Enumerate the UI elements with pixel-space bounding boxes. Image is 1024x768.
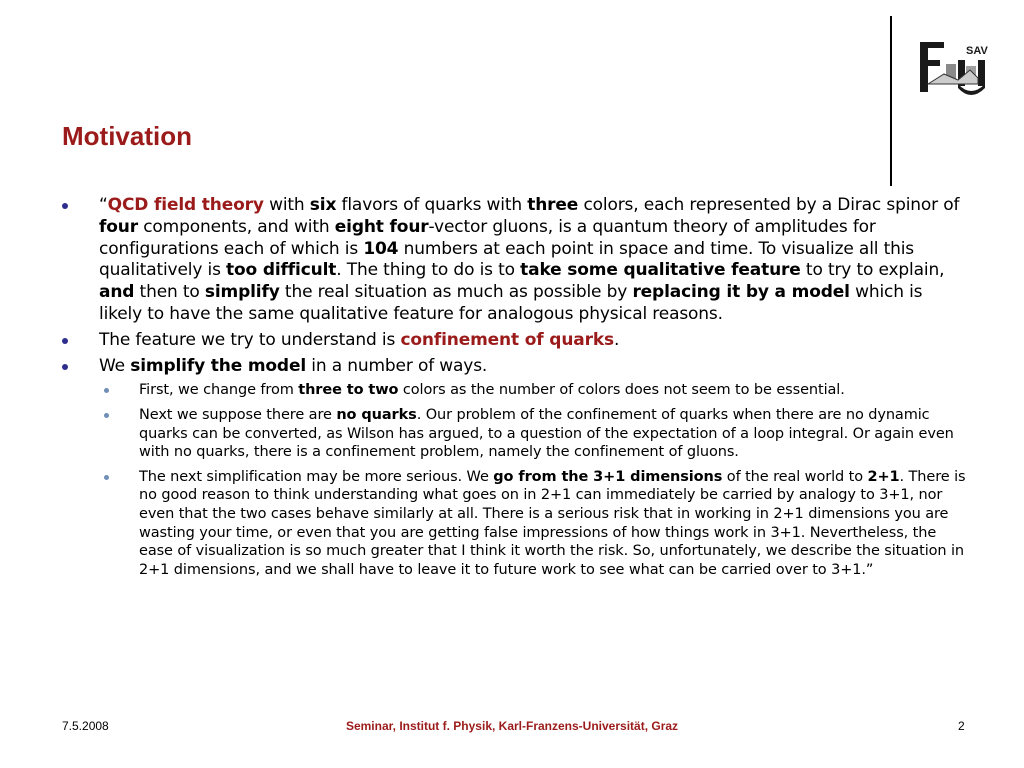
- text-run: We: [99, 355, 131, 376]
- emphasis-text: 104: [363, 238, 399, 259]
- bullet-dot: [62, 338, 68, 344]
- text-run: in a number of ways.: [306, 355, 488, 376]
- bullet-feature: [62, 330, 967, 352]
- emphasis-text: confinement of quarks: [400, 329, 614, 350]
- university-logo: [914, 38, 988, 96]
- emphasis-text: take some qualitative feature: [520, 260, 801, 281]
- emphasis-text: four: [99, 216, 138, 237]
- header-divider: [890, 16, 892, 186]
- emphasis-text: three: [527, 195, 579, 215]
- bullet-text: [99, 195, 959, 324]
- sub-bullet-quarks: [62, 406, 967, 462]
- bullet-text: [99, 356, 487, 376]
- text-run: components, and with: [137, 216, 335, 237]
- sub-bullet-text: [139, 469, 965, 578]
- emphasis-text: simplify: [204, 282, 280, 303]
- text-run: of the real world to: [722, 468, 868, 485]
- text-run: the real situation as much as possible by: [279, 282, 633, 303]
- emphasis-text: and: [99, 282, 135, 303]
- emphasis-text: no quarks: [336, 406, 417, 423]
- sub-bullet-dot: [104, 388, 109, 393]
- emphasis-text: simplify the model: [130, 355, 307, 376]
- text-run: .: [613, 329, 620, 350]
- bullet-dot: [62, 364, 68, 370]
- bullet-simplify: [62, 356, 967, 378]
- sub-bullet-dot: [104, 475, 109, 480]
- text-run: . There is no good reason to think understanding what goes on in 2+1 can immediately be carried by analogy to 3+1, nor even that the two cases behave similarly at all. There is a serious risk that in working in 2+1 dimensions you are wasting your time, or even that you are getting false impressions of how things work in 3+1. Nevertheless, the ease of visualization is so much greater that I think it worth the risk. So, unfortunately, we describe the situation in 2+1 dimensions, and we shall have to leave it to future work to see what can be carried over to 3+1.”: [139, 468, 966, 578]
- text-run: then to: [134, 282, 205, 303]
- emphasis-text: three to two: [298, 382, 399, 399]
- emphasis-text: replacing it by a model: [632, 282, 850, 303]
- text-run: which is likely to have the same qualitative feature for analogous physical reasons.: [99, 282, 923, 324]
- slide-title: Motivation: [62, 121, 192, 151]
- text-run: with: [263, 195, 310, 215]
- text-run: -vector gluons, is a quantum theory of amplitudes for configurations each of which is: [99, 216, 876, 259]
- emphasis-text: QCD field theory: [107, 195, 264, 215]
- text-run: colors as the number of colors does not seem to be essential.: [398, 382, 845, 399]
- text-run: . Our problem of the confinement of quarks when there are no dynamic quarks can be converted, as Wilson has argued, to a question of the expectation of a loop integral. Or again even with no quarks, there is a confinement problem, namely the confinement of gluons.: [139, 406, 954, 461]
- emphasis-text: 2+1: [867, 468, 900, 485]
- text-run: The feature we try to understand is: [99, 329, 401, 350]
- footer-date: 7.5.2008: [62, 719, 109, 733]
- sub-bullet-colors: [62, 381, 967, 400]
- text-run: Next we suppose there are: [139, 406, 337, 423]
- sub-bullet-text: [139, 382, 845, 398]
- sub-bullet-dimensions: [62, 468, 967, 580]
- sub-bullet-text: [139, 407, 954, 460]
- text-run: numbers at each point in space and time. To visualize all this qualitatively is: [99, 238, 915, 281]
- text-run: colors, each represented by a Dirac spinor of: [578, 195, 960, 215]
- bullet-dot: [62, 203, 68, 209]
- emphasis-text: eight four: [334, 216, 429, 237]
- text-run: . The thing to do is to: [336, 260, 521, 281]
- text-run: First, we change from: [139, 382, 299, 399]
- slide-body: [62, 195, 967, 585]
- text-run: to try to explain,: [800, 260, 945, 281]
- footer-venue: Seminar, Institut f. Physik, Karl-Franzens-Universität, Graz: [345, 719, 679, 733]
- text-run: The next simplification may be more serious. We: [139, 468, 494, 485]
- text-run: “: [99, 195, 108, 215]
- emphasis-text: go from the 3+1 dimensions: [493, 468, 723, 485]
- sub-bullet-dot: [104, 413, 109, 418]
- page-number: 2: [958, 719, 965, 733]
- emphasis-text: too difficult: [226, 260, 337, 281]
- text-run: flavors of quarks with: [336, 195, 528, 215]
- bullet-text: [99, 330, 619, 350]
- bullet-qcd: [62, 195, 967, 326]
- emphasis-text: six: [309, 195, 337, 215]
- logo-text: SAV: [966, 45, 988, 57]
